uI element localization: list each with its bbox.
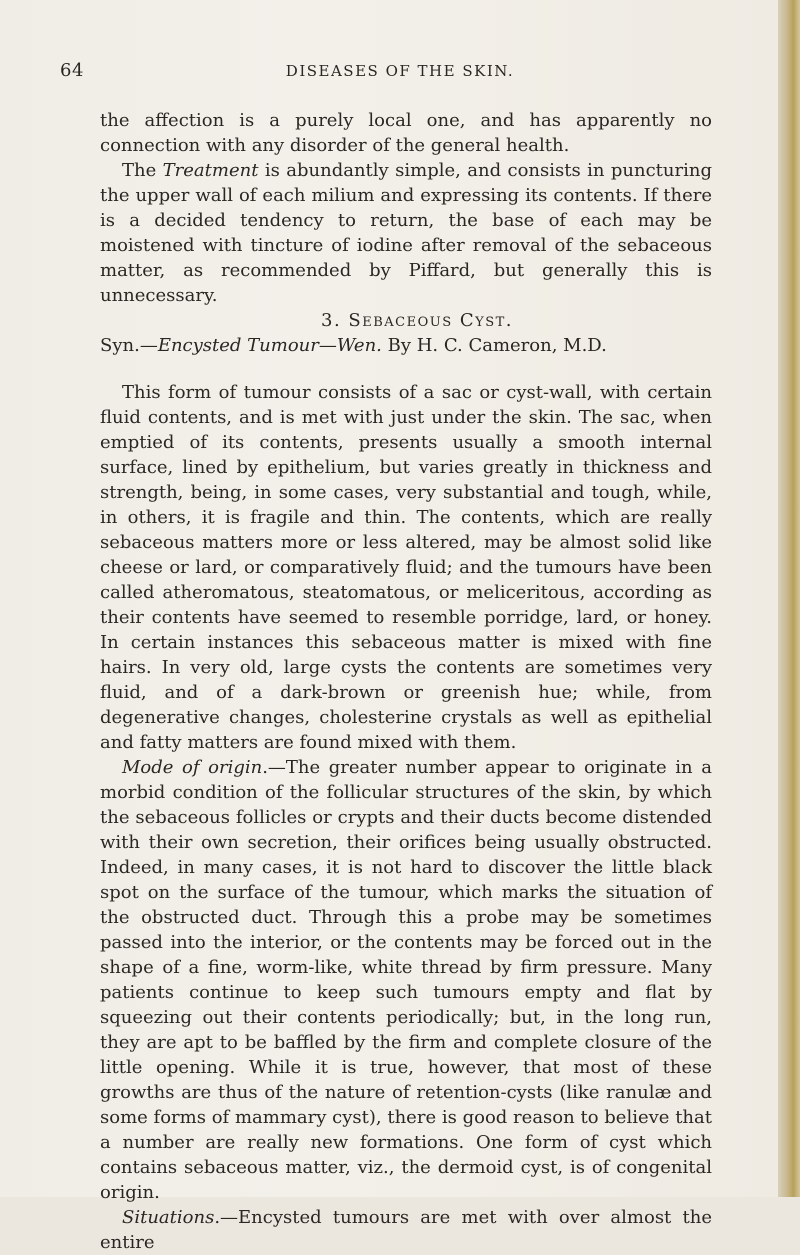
treatment-pre: The: [122, 160, 163, 181]
synonym-author: By H. C. Cameron, M.D.: [381, 335, 607, 356]
synonym-lead: Syn.—: [100, 335, 158, 356]
body-text: [100, 108, 712, 1255]
paragraph-mode-of-origin: [100, 755, 712, 1205]
paragraph-situations: [100, 1205, 712, 1255]
synonym-line: [100, 333, 712, 358]
situations-label: Situations: [122, 1207, 215, 1228]
paragraph-description: This form of tumour consists of a sac or cyst-wall, with certain fluid contents, and is met with just under the skin. The sac, when emptied of its contents, presents usually a smooth internal surface, lined by epithelium, but varies greatly in thickness and strength, being, in some cases, very substantial and tough, while, in others, it is fragile and thin. The contents, which are really sebaceous matters more or less altered, may be almost solid like cheese or lard, or comparatively fluid; and the tumours have been called atheromatous, steatomatous, or meliceritous, according as their contents have seemed to resemble porridge, lard, or honey. In certain instances this sebaceous matter is mixed with fine hairs. In very old, large cysts the contents are sometimes very fluid, and of a dark-brown or greenish hue; while, from degenerative changes, cholesterine crystals as well as epithelial and fatty matters are found mixed with them.: [100, 382, 712, 753]
page-number: 64: [60, 60, 84, 81]
treatment-label: Treatment: [162, 160, 259, 181]
synonym-names: Encysted Tumour—Wen.: [157, 335, 382, 356]
running-title: DISEASES OF THE SKIN.: [285, 62, 515, 80]
situations-text: .—Encysted tumours are met with over almost the entire: [100, 1207, 712, 1253]
running-head: [60, 60, 740, 84]
page-edge: [778, 0, 800, 1197]
section-heading: 3. Sebaceous Cyst.: [321, 310, 513, 331]
mode-of-origin-text: .—The greater number appear to originate in a morbid condition of the follicular structures of the skin, by which the sebaceous follicles or crypts and their ducts become distended with their own secretion, their orifices being usually obstructed. Indeed, in many cases, it is not hard to discover the little black spot on the surface of the tumour, which marks the situation of the obstructed duct. Through this a probe may be sometimes passed into the interior, or the contents may be forced out in the shape of a fine, worm-like, white thread by firm pressure. Many patients continue to keep such tumours empty and flat by squeezing out their contents periodically; but, in the long run, they are apt to be baffled by the firm and complete closure of the little opening. While it is true, however, that most of these growths are thus of the nature of retention-cysts (like ranulæ and some forms of mammary cyst), there is good reason to believe that a number are really new formations. One form of cyst which contains sebaceous matter, viz., the dermoid cyst, is of congenital origin.: [100, 757, 712, 1203]
paragraph-intro: the affection is a purely local one, and has apparently no connection with any disorder of the general health.: [100, 110, 712, 156]
treatment-text: is abundantly simple, and consists in puncturing the upper wall of each milium and expressing its contents. If there is a decided tendency to return, the base of each may be moistened with tincture of iodine after removal of the sebaceous matter, as recommended by Piffard, but generally this is unnecessary.: [100, 160, 712, 306]
mode-of-origin-label: Mode of origin: [122, 757, 263, 778]
paragraph-treatment: [100, 158, 712, 308]
